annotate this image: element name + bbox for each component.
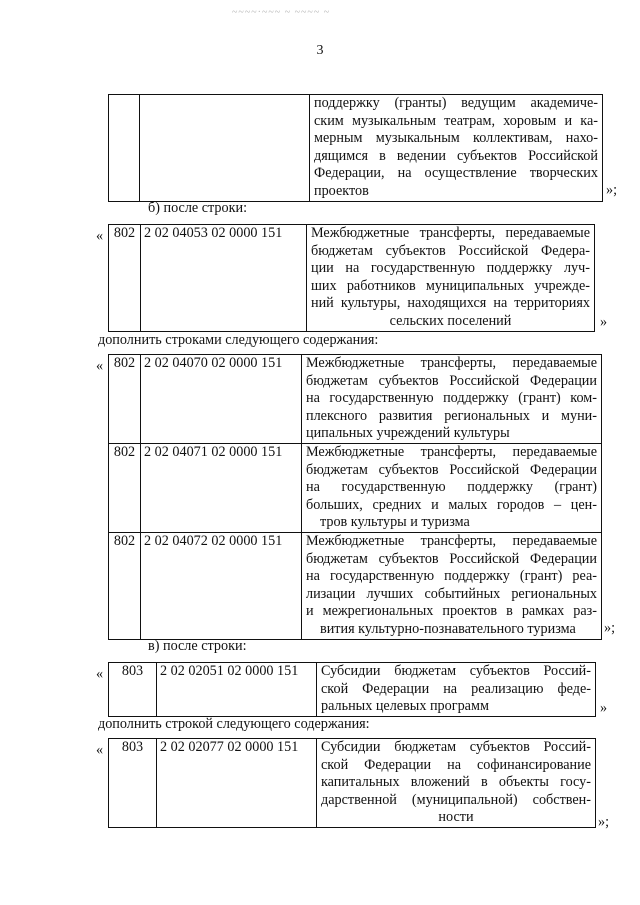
table-row [109, 663, 596, 717]
table-row [109, 225, 595, 332]
description-line: мерным музыкальным коллективам, нахо- [314, 130, 598, 147]
code-cell [140, 95, 310, 202]
continuation-table [108, 94, 603, 202]
section-b-table [108, 224, 595, 332]
section-c-table [108, 662, 596, 717]
description-line: дящимся в ведении субъектов Российской [314, 147, 598, 164]
description-line: ших работников муниципальных учрежде- [311, 277, 590, 294]
description-line: лизации лучших событийных региональных [306, 585, 597, 602]
description-cell [310, 95, 603, 202]
description-line: Межбюджетные трансферты, передаваемые [306, 443, 597, 460]
close-quote: »; [606, 182, 618, 198]
page-number: 3 [316, 43, 324, 58]
table-row [109, 739, 596, 828]
description-line: на государственную поддержку (грант) [306, 479, 597, 496]
faint-stamp: ~~~~·~~~ ~ ~~~~ ~ [232, 7, 331, 18]
supplement-text: дополнить строками следующего содержания: [98, 332, 379, 348]
description-line: ской Федерации на софинансирование [321, 756, 591, 773]
table-row [109, 532, 602, 639]
description-line: бюджетам субъектов Российской Федерации [306, 372, 597, 389]
section-c-addition-table [108, 738, 596, 828]
table-row [109, 355, 602, 444]
description-line: бюджетам субъектов Российской Федерации [306, 461, 597, 478]
close-quote: » [600, 314, 608, 330]
description-line: бюджетам субъектов Российской Федера- [311, 242, 590, 259]
description-line: Межбюджетные трансферты, передаваемые [306, 355, 597, 371]
code-cell: 2 02 02051 02 0000 151 [157, 663, 317, 717]
description-line: дарственной (муниципальной) собствен- [321, 791, 591, 808]
close-quote: » [600, 700, 608, 716]
description-line: и межрегиональных проектов в рамках раз- [306, 603, 597, 620]
description-line: на государственную поддержку (грант) реа- [306, 568, 597, 585]
code-cell: 2 02 04053 02 0000 151 [141, 225, 307, 332]
description-line: ности [438, 809, 474, 826]
admin-cell: 802 [109, 225, 141, 332]
description-line: больших, средних и малых городов – цен- [306, 496, 597, 513]
close-quote: »; [604, 620, 616, 636]
admin-cell: 803 [109, 663, 157, 717]
description-line: Субсидии бюджетам субъектов Россий- [321, 663, 591, 679]
section-c-heading: в) после строки: [148, 638, 247, 654]
description-line: Межбюджетные трансферты, передаваемые [311, 225, 590, 241]
description-line: бюджетам субъектов Российской Федерации [306, 550, 597, 567]
description-cell [302, 532, 602, 639]
open-quote: « [96, 742, 104, 758]
description-line: Межбюджетные трансферты, передаваемые [306, 532, 597, 549]
description-line: проектов [314, 182, 369, 199]
code-cell: 2 02 04071 02 0000 151 [141, 443, 302, 532]
admin-cell: 802 [109, 532, 141, 639]
description-line: тров культуры и туризма [320, 514, 470, 531]
admin-cell: 803 [109, 739, 157, 828]
description-cell [317, 663, 596, 717]
description-line: Федерации, на осуществление творческих [314, 165, 598, 182]
description-line: вития культурно-познавательного туризма [320, 620, 576, 637]
supplement-text: дополнить строкой следующего содержания: [98, 716, 370, 732]
section-b-additions-table [108, 354, 602, 640]
description-line: ским музыкальным театрам, хоровым и ка- [314, 112, 598, 129]
table-row [109, 443, 602, 532]
admin-cell [109, 95, 140, 202]
code-cell: 2 02 02077 02 0000 151 [157, 739, 317, 828]
description-cell [302, 355, 602, 444]
description-line: ской Федерации на реализацию феде- [321, 680, 591, 697]
description-line: капитальных вложений в объекты госу- [321, 774, 591, 791]
description-line: Субсидии бюджетам субъектов Россий- [321, 739, 591, 755]
description-line: поддержку (гранты) ведущим академиче- [314, 95, 598, 111]
admin-cell: 802 [109, 443, 141, 532]
description-line: сельских поселений [389, 312, 512, 329]
description-line: на государственную поддержку (грант) ком- [306, 390, 597, 407]
description-line: ции на государственную поддержку луч- [311, 260, 590, 277]
close-quote: »; [598, 814, 610, 830]
description-line: ральных целевых программ [321, 698, 489, 715]
description-cell [307, 225, 595, 332]
table-row [109, 95, 603, 202]
code-cell: 2 02 04070 02 0000 151 [141, 355, 302, 444]
open-quote: « [96, 358, 104, 374]
description-line: плексного развития региональных и муни- [306, 407, 597, 424]
section-b-heading: б) после строки: [148, 200, 248, 216]
open-quote: « [96, 666, 104, 682]
description-line: ципальных учреждений культуры [306, 425, 510, 442]
description-cell [317, 739, 596, 828]
open-quote: « [96, 228, 104, 244]
description-cell [302, 443, 602, 532]
code-cell: 2 02 04072 02 0000 151 [141, 532, 302, 639]
description-line: ний культуры, находящихся на территориях [311, 295, 590, 312]
admin-cell: 802 [109, 355, 141, 444]
